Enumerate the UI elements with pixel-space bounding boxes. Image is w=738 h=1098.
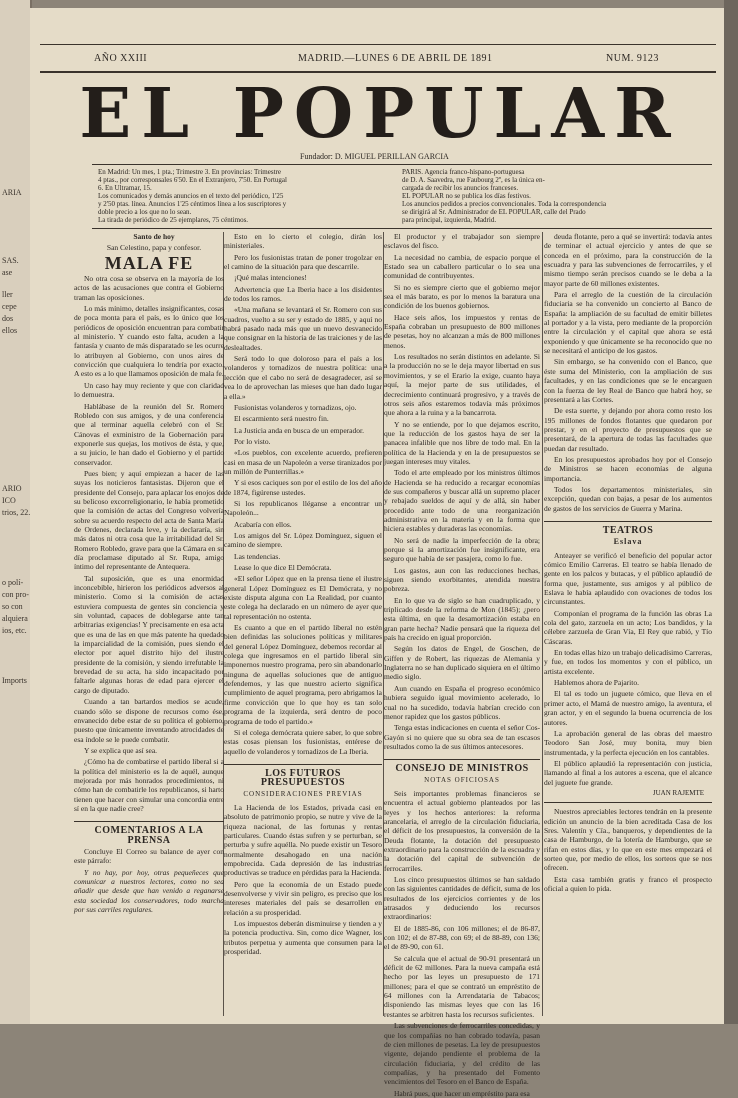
- paragraph: ¿Cómo ha de combatirse el partido liberal si a la política del ministerio es la de aquél, aunque mejorada por más honrados procedimientos, ni cómo han de combatirle los republicanos, si harto tienen que hacer con simular una concordia entre sí en la que nadie cree?: [74, 757, 224, 813]
- paragraph: Esta casa también gratis y franco el prospecto oficial a quien lo pida.: [544, 874, 712, 893]
- paragraph: Todo el arte empleado por los ministros últimos de Hacienda se ha reducido a recargar economías de sus compañeros y buscar allá un supremo placer y rebajado sueldos de aquí y de allá, sin haber procedido ante todo de una reorganización administrativa en la materia y en la forma que hiciera estables y duraderas las economías.: [384, 468, 540, 534]
- paragraph: Pero que la economía de un Estado puede desenvolverse y vivir sin peligro, es preciso que los intereses materiales del país se desarrollen en relación a su prosperidad.: [224, 879, 382, 917]
- paragraph: ¡Qué malas intenciones!: [234, 273, 307, 283]
- column-1: [74, 232, 224, 1016]
- paragraph: Es cuanto a que en el partido liberal no estén bien definidas las soluciones políticas y militares del general López Domínguez, debemos recordar al colega que ingresamos en el partido liberal sin imponernos nuestro programa, pero sin abandonarlo ninguna de aquellas soluciones que de antiguo defendemos, y las que nuestro acierto significa cumplimiento de aquel programa, pero abrigamos la firme convicción que lo que hoy es tan solo programa de la izquierda, será dentro de poco programa de todo el partido.»: [224, 623, 382, 726]
- paragraph: Hace seis años, los impuestos y rentas de España cobraban un presupuesto de 800 millones de pesetas, hoy no alcanzan a más de 800 millones menos.: [384, 312, 540, 350]
- paragraph: Todos los departamentos ministeriales, sin excepción, quedan con bajas, a pesar de los aumentos de gastos de los servicios de Guerra y Marina.: [544, 484, 712, 513]
- paragraph: Si no es siempre cierto que el gobierno mejor sea el más barato, es por lo menos la baratura una condición de los buenos gobiernos.: [384, 282, 540, 311]
- column-4: [544, 232, 712, 1016]
- section-subtitle: CONSIDERACIONES PREVIAS: [243, 789, 363, 798]
- subscription-line: y 2'50 ptas. línea. Anuncios 1'25 céntimos línea a los suscriptores y: [98, 200, 287, 208]
- paragraph: Tenga estas indicaciones en cuenta el señor Cos-Gayón si no quiere que su obra sea de tan escasos resultados como la de sus últimos antecesores.: [384, 723, 540, 751]
- paragraph: Los amigos del Sr. López Domínguez, siguen el camino de siempre.: [224, 530, 382, 550]
- paragraph: En lo que va de siglo se han cuadruplicado, y triplicado desde la reforma de Mon (1845); ¿pero esta última, en que la desamortización estaba en gran parte hecha? Nadie pensará que la riqueza del país ha crecido en igual proporción.: [384, 595, 540, 643]
- agency-line: de D. A. Saavedra, rue Faubourg 2º, es la única en-: [402, 176, 545, 184]
- paragraph: «El señor López que en la prensa tiene el ilustre general López Domínguez es El Demócrata, y no existe disputa alguna con La Realidad, por cuanto este colega ha declarado en un número de ayer que tal representación no ostenta.: [224, 574, 382, 621]
- left-fragment: ICO: [2, 496, 16, 505]
- column-3: [384, 232, 540, 1098]
- paragraph: «Una mañana se levantará el Sr. Romero con sus cuadros, vuelto a su ser y estado de 1885, y aquí no habrá pasado nada más que un nuevo desvanecido que consignar en la historia de las traiciones y de las deslealtades.: [224, 305, 382, 352]
- newspaper-title: EL POPULAR: [79, 74, 681, 154]
- paragraph: Advertencia que La Iberia hace a los disidentes de todos los ramos.: [224, 284, 382, 304]
- left-fragment: so con: [2, 602, 23, 611]
- section-heading: LOS FUTUROS PRESUPUESTOS: [224, 764, 382, 788]
- left-fragment: Imports: [2, 676, 27, 685]
- agency-line: para principal, izquierda, Madrid.: [402, 216, 497, 224]
- paragraph: Los cinco presupuestos últimos se han saldado con las siguientes cantidades de déficit, suma de los resultados de los ejercicios corrientes y de los atrasados y deduciendo los recursos extraordinarios:: [384, 875, 540, 922]
- paragraph: Aun cuando en España el progreso económico hubiera seguido igual movimiento acelerado, lo cual no ha sucedido, todavía habrían crecido con menor rapidez que los gastos públicos.: [384, 683, 540, 721]
- agency-line: se dirigirá al Sr. Administrador de EL POPULAR, calle del Prado: [402, 208, 586, 216]
- paragraph: El público aplaudió la representación con justicia, llamando al final a los autores a escena, que el alcance del juguete fue grande.: [544, 758, 712, 787]
- paragraph: Lease lo que dice El Demócrata.: [234, 563, 332, 572]
- divider: [92, 228, 712, 229]
- section-heading: COMENTARIOS A LA PRENSA: [74, 821, 224, 845]
- paragraph: Según los datos de Engel, de Goschen, de Giffen y de Robert, las riquezas de Alemania y Inglaterra no se han duplicado siquiera en el último medio siglo.: [384, 644, 540, 682]
- paragraph: Concluye El Correo su balance de ayer con este párrafo:: [74, 846, 224, 866]
- saint-heading: Santo de hoy: [133, 232, 175, 241]
- paragraph: El productor y el trabajador son siempre esclavos del fisco.: [384, 232, 540, 251]
- paragraph: Por lo visto.: [234, 436, 271, 446]
- subscription-line: La tirada de periódico de 25 ejemplares, 75 céntimos.: [98, 216, 249, 224]
- paragraph: Hablemos ahora de Pajarito.: [554, 678, 639, 688]
- subscription-line: doble precio a los que no lo sean.: [98, 208, 192, 216]
- paragraph: Las subvenciones de ferrocarriles concedidas, y que los compañías no han cobrado todavía, pasan de cien millones de pesetas. La ley de presupuestos vigente, dejando pendiente el problema de la circulación fiduciaria, y del crédito de las compañías, y ha presentado del Fomento vencimientos del Tesoro en el Banco de España.: [384, 1021, 540, 1087]
- paragraph: Un caso hay muy reciente y que con claridad lo demuestra.: [74, 380, 224, 400]
- paragraph: deuda flotante, pero a qué se invertirá: todavía antes de terminar el actual ejercicio y antes de que se conceda en el próximo, para la construcción de la escuadra y para las subvenciones de ferrocarriles, y el mismo tiempo serán precisos cuando se le deba a la mayor parte de 60 millones existentes.: [544, 232, 712, 288]
- left-fragment: ellos: [2, 326, 18, 335]
- issue-date: MADRID.—LUNES 6 DE ABRIL DE 1891: [298, 53, 493, 64]
- adjacent-page-fragment: [0, 0, 32, 1024]
- column-2: [224, 232, 382, 1016]
- paragraph: Anteayer se verificó el beneficio del popular actor cómico Emilio Carreras. El teatro se había llenado de gente en los palcos y butacas, y el público aplaudió de forma que, justamente, sus amigos y al público de Eslava le había aplaudido con ovaciones de todos los circunstantes.: [544, 550, 712, 607]
- left-fragment: ller: [2, 290, 13, 299]
- paragraph: En los presupuestos aprobados hoy por el Consejo de Ministros se hacen economías de alguna importancia.: [544, 454, 712, 483]
- paragraph: Será todo lo que doloroso para el país a los volanderos y tornadizos de nuestra política: una lección que el cabo no será de desagradecer, así se vea lo de aprovechan las mieses que han dado lugar a ella.»: [224, 354, 382, 401]
- paragraph: Los impuestos deberán disminuirse y tienden a y la potencia productiva. Sin, como dice Wagner, los tributos perpetua y aumenta que consumen para la prosperidad.: [224, 919, 382, 957]
- paragraph: «Los pueblos, con excelente acuerdo, prefieren casi en masa de un Napoleón a verse tiranizados por un millón de Punterrillas.»: [224, 448, 382, 476]
- paragraph: La Justicia anda en busca de un emperador.: [234, 425, 364, 435]
- paragraph: Nuestros apreciables lectores tendrán en la presente edición un anuncio de la bien acreditada Casa de los Sres. Valentín y Cía., banqueros, y dependientes de la casa de Hamburgo, de la lotería de Hamburgo, que se rifan en estos días, y lo que en este mes empezará el sorteo que, por medio de ellos, los sorteos que se nos ofrecen.: [544, 807, 712, 873]
- founder-line: Fundador: D. MIGUEL PERILLAN GARCIA: [300, 152, 449, 161]
- column-rule: [542, 232, 543, 1016]
- paragraph: Pues bien; y aquí empiezan a hacer de las suyas los noticieros fantasistas. Dijeron que el presidente del Consejo, para aplacar los enojos de su belicoso excorreligionario, le había prometido que la comisión de actas del Congreso volvería sobre su acuerdo respecto del acta de Santa María de Ordenes, declarada leve, y la declararía, sin más datos ni otra cosa que la irritabilidad del Sr. Romero Robledo, grave para que la Cámara en su día proclamase diputado al Sr. Rupa, amigo íntimo del representante de Antequera.: [74, 468, 224, 572]
- paragraph: Sin embargo, se ha convenido con el Banco, que éste suma del Ministerio, con la ampliación de sus facultades, y en las condiciones que se le encarguen con la fuerza de ley Real de Banco que habrá hoy, se presentará a las Cortes.: [544, 357, 712, 404]
- paragraph: Componían el programa de la función las obras La cola del gato, zarzuela en un acto; Los bandidos, y la célebre zarzuela de Gran Vía, El Rey que rabió, y Tío Cáscaras.: [544, 608, 712, 646]
- paragraph: Y no hay, por hoy, otras pequeñeces que comunicar a nuestros lectores, como no sea añadir que desde que han venido a reganarse esta sociedad los conservadores, todo marcha por sus carriles regulares.: [74, 867, 224, 915]
- agency-line: Los anuncios pedidos a precios convencionales. Toda la correspondencia: [402, 200, 607, 208]
- section-subtitle: NOTAS OFICIOSAS: [424, 775, 500, 784]
- paragraph: Los gastos, aun con las reducciones hechas, siguen siendo exorbitantes, atendida nuestra pobreza.: [384, 565, 540, 594]
- paragraph: En todas ellas hizo un trabajo delicadísimo Carreras, y fue, en todos los momentos y con el público, un artista excelente.: [544, 648, 712, 676]
- divider: [92, 164, 712, 165]
- paragraph: La necesidad no cambia, de espacio porque el Estado sea un caballero particular o lo sea una comunidad de contribuyentes.: [384, 252, 540, 281]
- divider: [544, 802, 712, 803]
- paragraph: Y no se entiende, por lo que dejamos escrito, que la reducción de los gastos haya de ser la panacea infalible que nos libre de todo mal. En la política de la Hacienda y en la de presupuestos se juegan intereses muy vitales.: [384, 419, 540, 466]
- paragraph: No será de nadie la imperfección de la obra; porque si la amortización fue insignificante, era seguro que había de ser pasajera, como lo fue.: [384, 535, 540, 564]
- paragraph: De esta suerte, y dejando por ahora como resto los 195 millones de fondos flotantes que quedaron por prestar, y en el proyecto de presupuestos que se presentará, de la apertura de todas las facultades que puedan dar resultado.: [544, 406, 712, 453]
- page-edge: [724, 0, 738, 1024]
- dateline-bar: [40, 44, 716, 73]
- article-headline: MALA FE: [104, 252, 194, 273]
- section-heading: TEATROS: [544, 521, 712, 535]
- subscription-line: Los comunicados y demás anuncios en el texto del periódico, 1'25: [98, 192, 284, 200]
- paragraph: Se calcula que el actual de 90-91 presentará un déficit de 62 millones. Para la nueva campaña está hecho por las leyes un presupuesto de 171 millones; para el que se contrató un empréstito de 64 millones con la Arrendataria de Tabacos; disponiendo las mismas leyes que con las 16 restantes se arbitren hasta los recursos suficientes.: [384, 953, 540, 1019]
- paragraph: Lo más mínimo, detalles insignificantes, cosas de poca monta para el país, es lo único que los periódicos de oposición encuentran para combatir al ministerio. Y cuando esto falta, acuden a la fantasía y cuanto de más disparatado se les ocurre lo atribuyen al Gobierno, con unos aires de convicción que cualquiera lo tendría por exacto. A esto es a lo que llamamos oposición de mala fe.: [74, 304, 224, 379]
- left-fragment: ase: [2, 268, 13, 277]
- left-fragment: ARIO: [2, 484, 22, 493]
- paragraph: Pero los fusionistas tratan de poner trogolzar en el camino de la situación para que descarrile.: [224, 252, 382, 272]
- left-fragment: SAS.: [2, 256, 19, 265]
- paragraph: Habrá pues, que hacer un empréstito para esa: [394, 1088, 530, 1098]
- agency-line: EL POPULAR no se publica los días festivos.: [402, 192, 531, 200]
- paragraph: La Hacienda de los Estados, privada casi en absoluto de patrimonio propio, se nutre y vive de la riqueza nacional, de las fortunas y rentas particulares. Cuando éstas sufren y se perturban, se perturba y sufre aquélla. No puede existir un Tesoro normalmente desahogado en una nación empobrecida. Cada depresión de las industrias productivas se traduce en pérdidas para la Hacienda.: [224, 802, 382, 878]
- paragraph: Esto en lo cierto el colegio, dirán los ministeriales.: [224, 232, 382, 251]
- agency-line: cargada de recibir los anuncios franceses.: [402, 184, 519, 192]
- section-heading: CONSEJO DE MINISTROS: [384, 759, 540, 773]
- left-fragment: o polí-: [2, 578, 24, 587]
- left-fragment: trios, 22.: [2, 508, 31, 517]
- paragraph: Fusionistas volanderos y tornadizos, ojo.: [234, 402, 357, 412]
- issue-year: AÑO XXIII: [94, 53, 148, 64]
- paragraph: La aprobación general de las obras del maestro Teodoro San José, muy bonita, muy bien instrumentada, y la perfecta ejecución en los cantables.: [544, 728, 712, 757]
- section-subtitle: Eslava: [613, 537, 643, 547]
- subscription-line: En Madrid: Un mes, 1 pta.; Trimestre 3. En provincias: Trimestre: [98, 168, 281, 176]
- subscription-line: 6. En Ultramar, 15.: [98, 184, 152, 192]
- left-fragment: dos: [2, 314, 14, 323]
- paragraph: Si el colega demócrata quiere saber, lo que sobre estas cosas piensan los fusionistas, entérese de aquello de volanderos y tornadizos de La Iberia.: [224, 727, 382, 756]
- subscription-rates: [98, 168, 398, 224]
- issue-number: NUM. 9123: [606, 53, 659, 64]
- left-fragment: cepe: [2, 302, 17, 311]
- paragraph: Las tendencias.: [234, 551, 281, 561]
- paragraph: Y si esos caciques son por el estilo de los del año de 1874, figúrense ustedes.: [224, 478, 382, 497]
- agency-line: PARIS. Agencia franco-hispano-portuguesa: [402, 168, 525, 176]
- paragraph: Para el arreglo de la cuestión de la circulación fiduciaria se ha convenido un concierto al Banco de España: la ampliación de su facultad de emitir billetes al portador y a la vista, pero mediante de la proporción entre la circulación y el capital que ahora se está exponiendo y que únicamente se ha reconocido que no se necesitará el anticipo de los gastos.: [544, 290, 712, 356]
- paragraph: Seis importantes problemas financieros se encuentra el actual gobierno planteados por las leyes y los hechos anteriores: la reforma arancelaria, el arreglo de la circulación fiduciaria, el déficit de los presupuestos, la conversión de la Deuda flotante, la dotación del presupuesto extraordinario para la construcción de la escuadra y la dotación del capital de subvención de ferrocarriles.: [384, 788, 540, 873]
- agency-notice: [402, 168, 702, 224]
- subscription-line: 4 ptas., por corresponsales 6'50. En el Extranjero, 7'50. En Portugal: [98, 176, 287, 184]
- paragraph: Acabaría con ellos.: [234, 519, 292, 529]
- paragraph: Cuando a tan bartardos medios se acude, cuando sólo se dispone de recursos como ése, envanecido debe estar de su política el gobierno, puesto que únicamente inventando atrocidades de esa índole se le puede combatir.: [74, 697, 224, 744]
- paragraph: El escarmiento será nuestro fin.: [234, 414, 329, 424]
- paragraph: No otra cosa se observa en la mayoría de los actos de las acusaciones que contra el Gobierno traman las oposiciones.: [74, 274, 224, 302]
- left-fragment: alquiera: [2, 614, 28, 623]
- paragraph: Si los republicanos lléganse a encontrar un Napoleón...: [224, 498, 382, 518]
- left-fragment: ios, etc.: [2, 626, 27, 635]
- saint-of-day: San Celestino, papa y confesor.: [106, 243, 202, 253]
- author-signature: JUAN RAJEMTE: [652, 788, 704, 797]
- left-fragment: con pro-: [2, 590, 29, 599]
- paragraph: Y se explica que así sea.: [84, 745, 158, 755]
- paragraph: El de 1885-86, con 106 millones; el de 86-87, con 102; el de 87-88, con 69; el de 88-89, con 136; el de 89-90, con 61.: [384, 923, 540, 952]
- left-fragment: ARIA: [2, 188, 22, 197]
- paragraph: Hablábase de la reunión del Sr. Romero Robledo con sus amigos, y de una conferencia que al terminar aquella celebró con el Sr. Cánovas el exministro de la Gobernación para exponerle sus quejas, los motivos de ésta, y que, a su juicio, le han dado el Gobierno y el partido conservador.: [74, 401, 224, 467]
- paragraph: El tal es todo un juguete cómico, que lleva en el primer acto, el Mamá de nuestro amigo, la aventura, el gran actor, y en el segundo la buena ocurrencia de los autores.: [544, 689, 712, 727]
- paragraph: Los resultados no serán distintos en adelante. Si a la producción no se le deja mayor libertad en sus movimientos, y se el Erario la exige, cuanto haya aquí, la mejor parte de sus utilidades, el decrecimiento continuará progresivo, y a través de otros seis años estaremos todavía más próximos que ahora a la ruina y a la bancarrota.: [384, 352, 540, 418]
- paragraph: Tal suposición, que es una enormidad inconcebible, hirieron los periódicos adversos al ministerio. Como si la comisión de actas estuviera compuesta de gentes sin conciencia y sin voluntad, capaces de doblegarse ante tan arbitrarias exigencias! Y precisamente en esa acta que es una de las en que más patente ha quedado la imparcialidad de la comisión, pues siendo el elector por aquel distrito hijo del ilustre presidente de la comisión, y siendo irrefutable la brevedad de su acta, ha sido incapacitado por faltarle algunas horas de edad para ejercer el cargo de diputado.: [74, 573, 224, 695]
